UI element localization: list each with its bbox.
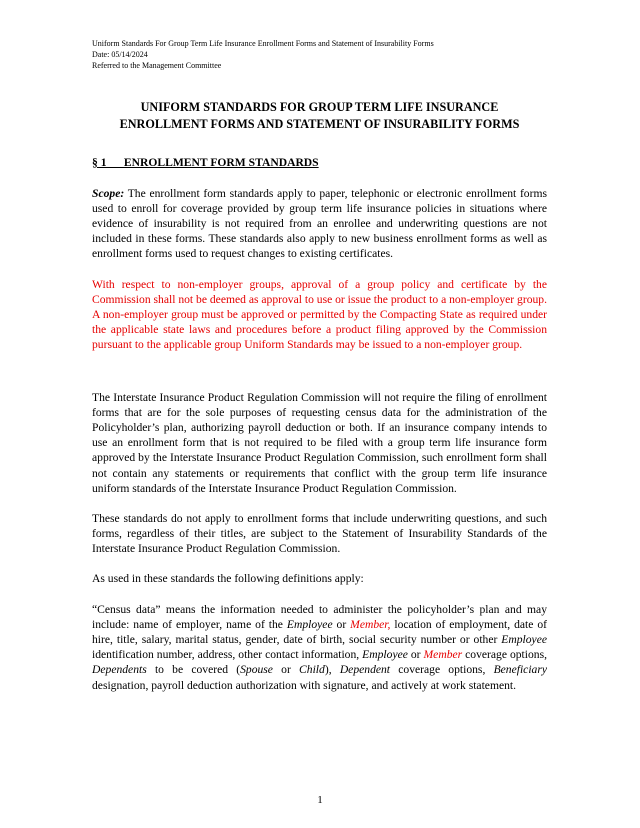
title-line-2: ENROLLMENT FORMS AND STATEMENT OF INSURABILITY FORMS [119,116,520,131]
text-run: These standards do not apply to enrollment forms that include underwriting questions, and such forms, regardless of their titles, are subject to the Statement of Insurability Standards of the Interstate Insurance Product Regulation Commission. [92,511,547,556]
text-run: identification number, address, other contact information, [92,648,363,662]
header-line-date: Date: 05/14/2024 [92,50,148,60]
text-run: designation, payroll deduction authorization with signature, and actively at work statement. [92,678,517,692]
text-run: The enrollment form standards apply to paper, telephonic or electronic enrollment forms used to enroll for coverage provided by group term life insurance policies in situations where evidence of insurability is not required from an enrollee and underwriting questions are not included in these forms. These standards also apply to new business enrollment forms as well as enrollment forms used to request changes to existing certificates. [92,186,547,261]
paragraph-underwriting-exclusion [92,511,547,557]
text-run: Employee [501,633,547,647]
text-run: Member, [350,617,391,631]
header-line-title: Uniform Standards For Group Term Life Insurance Enrollment Forms and Statement of Insurability Forms [92,39,434,48]
text-run: Child [299,663,325,677]
text-run: Employee [362,648,408,662]
text-run: or [332,617,351,631]
title-line-1: UNIFORM STANDARDS FOR GROUP TERM LIFE INSURANCE [140,99,499,114]
text-run: With respect to non-employer groups, approval of a group policy and certificate by the Commission shall not be deemed as approval to use or issue the product to a non-employer group. A non-employer group must be approved or permitted by the Compacting State as required under the applicable state laws and procedures before a product filing approved by the Commission pursuant to the applicable group Uniform Standards may be issued to a non-employer group. [92,277,547,352]
text-run: Spouse [240,663,273,677]
text-run: to be covered ( [146,663,241,677]
text-run: Dependent [339,663,391,677]
paragraph-definitions-intro [92,571,547,586]
document-title [92,99,547,133]
text-run: location of employment, date of hire, title, salary, marital status, gender, date of birth, social security number or other [92,617,547,647]
paragraph-scope [92,186,547,262]
text-run: As used in these standards the following definitions apply: [92,572,364,586]
section-heading [92,156,547,169]
header-line-referred: Referred to the Management Committee [92,61,222,71]
text-run: or [407,648,424,662]
text-run: coverage options, [462,648,547,662]
text-run: “Census data” means the information needed to administer the policyholder’s plan and may include: name of employer, name of the [92,602,547,631]
text-run: Dependents [92,663,147,677]
text-run: The Interstate Insurance Product Regulation Commission will not require the filing of enrollment forms that are for the sole purposes of requesting census data for the administration of the Policyholder’s plan, authorizing payroll deduction or both. If an insurance company intends to use an enrollment form that is not required to be filed with a group term life insurance form approved by the Interstate Insurance Product Regulation Commission, such enrollment form shall not contain any statements or requirements that conflict with the group term life insurance uniform standards of the Interstate Insurance Product Regulation Commission. [92,390,547,495]
text-run: Beneficiary [493,663,547,677]
text-run: Employee [286,617,333,631]
text-run: or [272,663,300,677]
page-number: 1 [317,794,323,806]
paragraph-census-data-definition [92,602,547,693]
text-run: ), [324,663,340,677]
text-run: Scope: [92,186,125,200]
text-run: coverage options, [390,663,494,677]
paragraph-filing-requirements [92,390,547,496]
paragraph-non-employer-notice [92,277,547,353]
document-header [92,38,547,72]
text-run: Member [423,648,463,662]
section-heading-text: § 1 ENROLLMENT FORM STANDARDS [92,155,319,169]
